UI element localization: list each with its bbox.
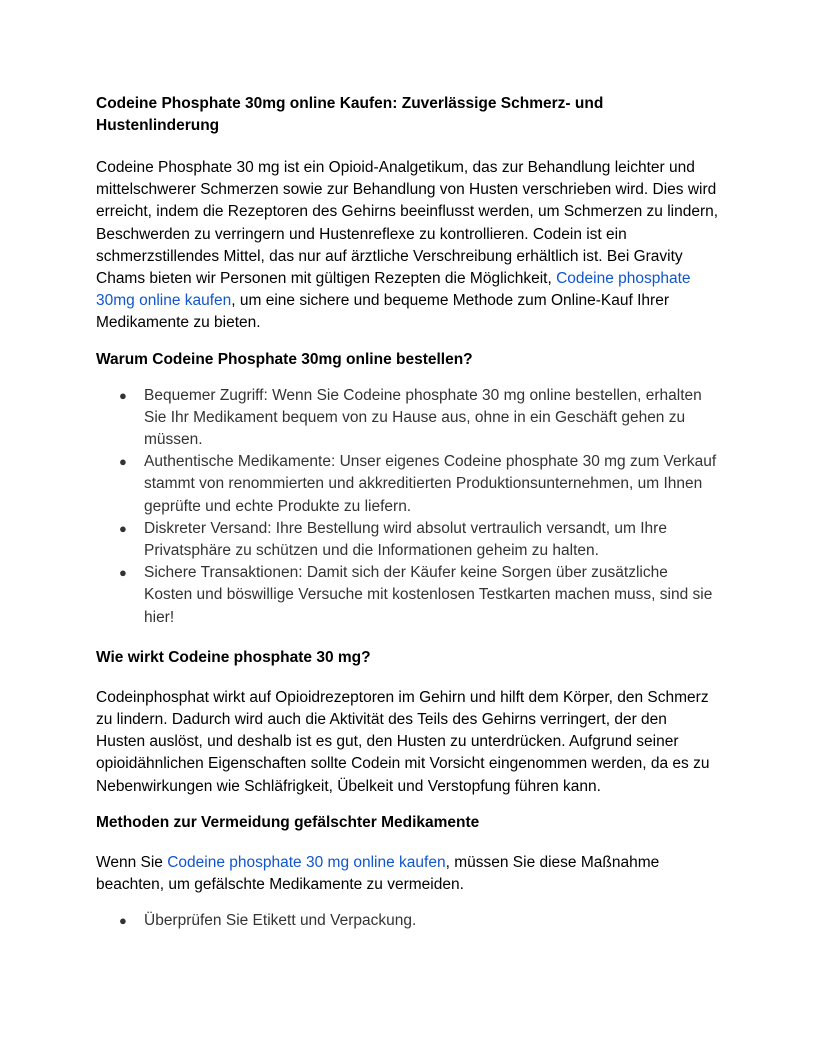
list-item — [119, 562, 720, 629]
document-page — [96, 93, 720, 932]
list-item-text: Überprüfen Sie Etikett und Verpackung. — [144, 912, 417, 930]
list-item-text: Authentische Medikamente: Unser eigenes Codeine phosphate 30 mg zum Verkauf stammt von renommierten und akkreditierten Produktionsunternehmen, um Ihnen geprüfte und echte Produkte zu liefern. — [144, 453, 717, 515]
methods-buy-link[interactable]: Codeine phosphate 30 mg online kaufen — [167, 853, 446, 871]
section-how-heading: Wie wirkt Codeine phosphate 30 mg? — [96, 648, 371, 666]
bullet-icon: ● — [119, 913, 127, 929]
methods-text-after-link: , müssen Sie diese Maßnahme beachten, um gefälschte Medikamente zu vermeiden. — [96, 853, 660, 894]
list-item-text: Diskreter Versand: Ihre Bestellung wird absolut vertraulich versandt, um Ihre Privatsphäre zu schützen und die Informationen geheim zu halten. — [144, 519, 667, 560]
intro-text-before-link: Codeine Phosphate 30 mg ist ein Opioid-Analgetikum, das zur Behandlung leichter und mittelschwerer Schmerzen sowie zur Behandlung von Husten verschrieben wird. Dies wird erreicht, indem die Rezeptoren des Gehirns beeinflusst werden, um Schmerzen zu lindern, Beschwerden zu verringern und Hustenreflexe zu kontrollieren. Codein ist ein schmerzstillendes Mittel, das nur auf ärztliche Verschreibung erhältlich ist. Bei Gravity Chams bieten wir Personen mit gültigen Rezepten die Möglichkeit, — [96, 159, 719, 288]
list-item — [119, 518, 720, 562]
section-methods-paragraph — [96, 852, 720, 896]
bullet-icon: ● — [119, 454, 127, 470]
methods-text-before-link: Wenn Sie — [96, 853, 168, 871]
intro-buy-link[interactable]: Codeine phosphate 30mg online kaufen — [96, 270, 691, 310]
list-item-text: Bequemer Zugriff: Wenn Sie Codeine phosphate 30 mg online bestellen, erhalten Sie Ihr Medikament bequem von zu Hause aus, ohne in ein Geschäft gehen zu müssen. — [144, 386, 702, 449]
bullet-icon: ● — [119, 565, 127, 581]
list-item — [119, 451, 720, 518]
list-item — [119, 385, 720, 452]
bullet-icon: ● — [119, 520, 127, 536]
document-title: Codeine Phosphate 30mg online Kaufen: Zuverlässige Schmerz- und Hustenlinderung — [96, 95, 604, 134]
section-how-paragraph: Codeinphosphat wirkt auf Opioidrezeptoren im Gehirn und hilft dem Körper, den Schmerz zu lindern. Dadurch wird auch die Aktivität des Teils des Gehirns verringert, der den Husten auslöst, und deshalb ist es gut, den Husten zu unterdrücken. Aufgrund seiner opioidähnlichen Eigenschaften sollte Codein mit Vorsicht eingenommen werden, da es zu Nebenwirkungen wie Schläfrigkeit, Übelkeit und Verstopfung führen kann. — [96, 688, 710, 795]
section-why-list — [96, 385, 720, 629]
intro-text-after-link: , um eine sichere und bequeme Methode zum Online-Kauf Ihrer Medikamente zu bieten. — [96, 292, 669, 332]
list-item-text: Sichere Transaktionen: Damit sich der Käufer keine Sorgen über zusätzliche Kosten und böswillige Versuche mit kostenlosen Testkarten machen muss, sind sie hier! — [144, 564, 713, 626]
bullet-icon: ● — [119, 387, 127, 403]
intro-paragraph — [96, 157, 720, 335]
section-methods-heading: Methoden zur Vermeidung gefälschter Medikamente — [96, 813, 480, 831]
list-item — [119, 910, 720, 932]
section-why-heading: Warum Codeine Phosphate 30mg online bestellen? — [96, 350, 473, 368]
section-methods-list — [96, 910, 720, 932]
